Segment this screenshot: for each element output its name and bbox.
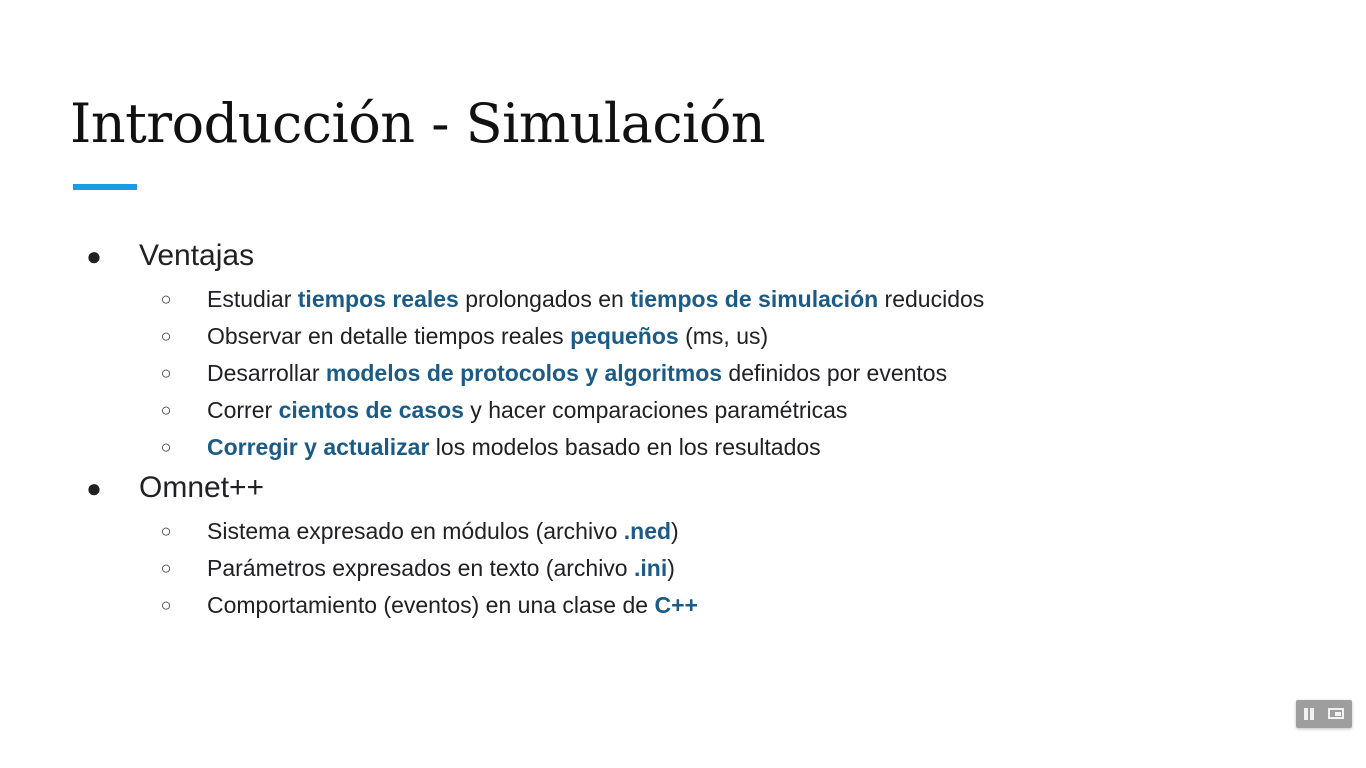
text-run: Estudiar <box>207 286 298 312</box>
text-run: y hacer comparaciones paramétricas <box>463 397 848 423</box>
highlight-run: .ini <box>633 555 668 581</box>
text-run: Comportamiento (eventos) en una clase de <box>207 592 655 618</box>
text-run: ) <box>667 555 675 581</box>
text-run: definidos por eventos <box>722 360 948 386</box>
list-item-text <box>207 553 675 583</box>
highlight-run: Corregir y actualizar <box>207 434 430 460</box>
bullet-hollow-icon: ○ <box>160 289 172 309</box>
list-item-text <box>207 432 821 462</box>
text-run: Sistema expresado en módulos (archivo <box>207 518 624 544</box>
section-label: Ventajas <box>139 239 255 272</box>
bullet-hollow-icon: ○ <box>160 521 172 541</box>
highlight-run: cientos de casos <box>278 397 464 423</box>
text-run: Observar en detalle tiempos reales <box>207 323 571 349</box>
highlight-run: .ned <box>623 518 672 544</box>
highlight-run: tiempos de simulación <box>630 286 879 312</box>
highlight-run: tiempos reales <box>297 286 459 312</box>
section-label: Omnet++ <box>139 471 265 504</box>
highlight-run: pequeños <box>570 323 679 349</box>
pause-icon[interactable] <box>1303 708 1315 720</box>
list-item-text <box>207 395 847 425</box>
bullet-hollow-icon: ○ <box>160 558 172 578</box>
text-run: prolongados en <box>458 286 631 312</box>
highlight-run: C++ <box>654 592 698 618</box>
text-run: Correr <box>207 397 279 423</box>
picture-in-picture-icon[interactable] <box>1328 708 1344 719</box>
slide-title: Introducción - Simulación <box>70 92 766 155</box>
text-run: Desarrollar <box>207 360 326 386</box>
bullet-hollow-icon: ○ <box>160 437 172 457</box>
text-run: ) <box>671 518 679 544</box>
text-run: (ms, us) <box>678 323 769 349</box>
text-run: reducidos <box>878 286 985 312</box>
list-item-text <box>207 284 984 314</box>
list-item-text <box>207 321 768 351</box>
list-item-text <box>207 358 947 388</box>
video-player-controls <box>1296 700 1352 728</box>
bullet-hollow-icon: ○ <box>160 595 172 615</box>
bullet-hollow-icon: ○ <box>160 400 172 420</box>
bullet-hollow-icon: ○ <box>160 363 172 383</box>
list-item-text <box>207 590 698 620</box>
highlight-run: modelos de protocolos y algoritmos <box>325 360 723 386</box>
text-run: Parámetros expresados en texto (archivo <box>207 555 634 581</box>
list-item-text <box>207 516 679 546</box>
bullet-filled-icon: ● <box>86 241 102 271</box>
bullet-filled-icon: ● <box>86 473 102 503</box>
bullet-hollow-icon: ○ <box>160 326 172 346</box>
text-run: los modelos basado en los resultados <box>429 434 821 460</box>
